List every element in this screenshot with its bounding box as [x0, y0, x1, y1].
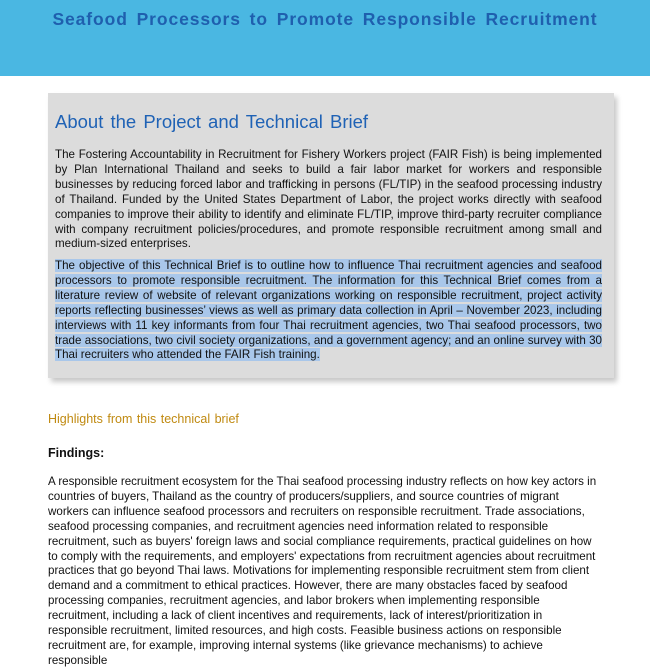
- objective-paragraph[interactable]: [55, 259, 602, 363]
- project-description-paragraph: The Fostering Accountability in Recruitment for Fishery Workers project (FAIR Fish) is being implemented by Plan International Thailand and seeks to build a fair labor market for workers and responsible businesses by reducing forced labor and trafficking in persons (FL/TIP) in the seafood processing industry of Thailand. Funded by the United States Department of Labor, the project works directly with seafood companies to improve their ability to identify and eliminate FL/TIP, improve third-party recruiter compliance with company recruitment policies/procedures, and promote responsible recruitment among small and medium-sized enterprises.: [55, 148, 602, 251]
- about-heading: About the Project and Technical Brief: [55, 111, 369, 132]
- document-title: Seafood Processors to Promote Responsible Recruitment: [52, 9, 598, 29]
- title-banner: [0, 0, 650, 76]
- findings-paragraph: A responsible recruitment ecosystem for the Thai seafood processing industry reflects on how key actors in countries of buyers, Thailand as the country of producers/suppliers, and source countries of migrant workers can influence seafood processors and recruiters on responsible recruitment. Trade associations, seafood processing companies, and recruitment agencies need information related to responsible recruitment, such as buyers' foreign laws and social compliance requirements, practical guidelines on how to comply with the requirements, and employers' expectations from recruitment agencies about recruitment practices that go beyond Thai laws. Motivations for implementing responsible recruitment stem from client demand and a commitment to ethical practices. However, there are many obstacles faced by seafood processing companies, recruitment agencies, and labor brokers when implementing responsible recruitment, including a lack of client incentives and requirements, lack of interest/prioritization in responsible recruitment, limited resources, and high costs. Feasible business actions on responsible recruitment are, for example, improving internal systems (like grievance mechanisms) to achieve responsible: [48, 475, 597, 667]
- text-selection-highlight[interactable]: The objective of this Technical Brief is to outline how to influence Thai recruitment agencies and seafood processors to promote responsible recruitment. The information for this Technical Brief comes from a literature review of website of relevant organizations working on responsible recruitment, project activity reports reflecting businesses’ views as well as primary data collection in April – November 2023, including interviews with 11 key informants from four Thai recruitment agencies, two Thai seafood processors, two trade associations, two civil society organizations, and a government agency; and an online survey with 30 Thai recruiters who attended the FAIR Fish training.: [55, 259, 602, 362]
- findings-label: Findings:: [48, 446, 105, 460]
- highlights-heading: Highlights from this technical brief: [48, 412, 239, 426]
- about-project-box: [48, 93, 614, 378]
